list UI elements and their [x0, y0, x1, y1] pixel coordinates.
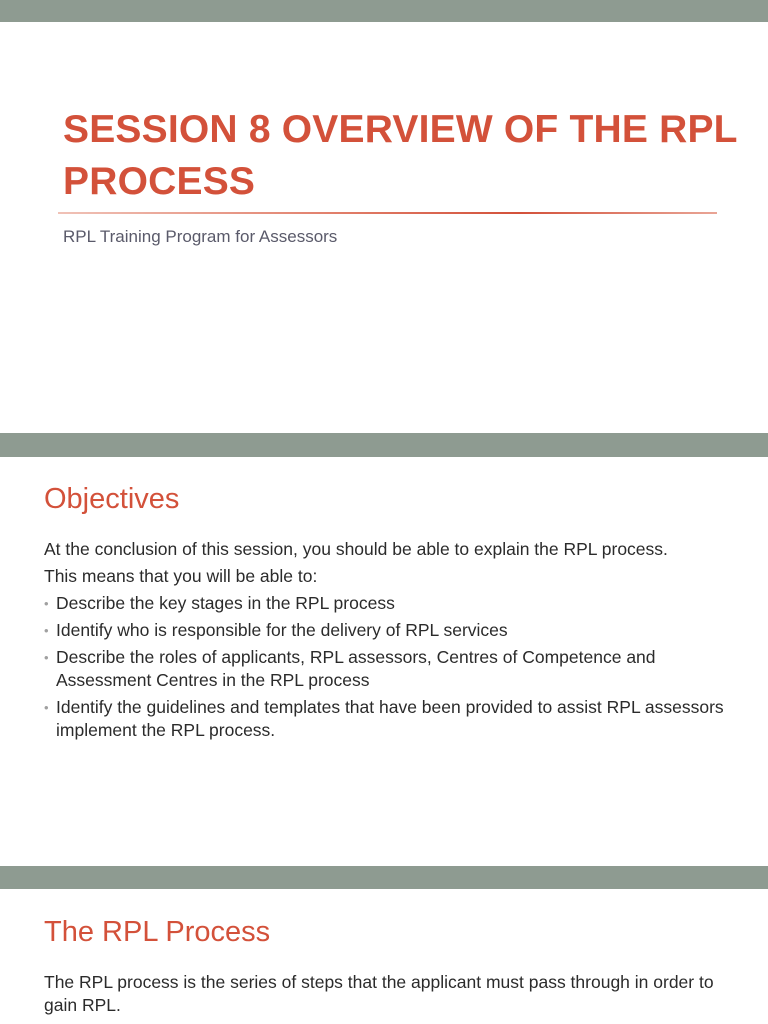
objectives-heading: Objectives	[44, 483, 180, 515]
separator-bar-2	[0, 866, 768, 889]
title-underline	[58, 212, 717, 214]
list-item	[44, 646, 734, 692]
slide-title: SESSION 8 OVERVIEW OF THE RPL PROCESS	[63, 108, 737, 203]
slide-subtitle: RPL Training Program for Assessors	[63, 227, 338, 246]
bullet-icon: •	[44, 623, 49, 638]
separator-bar-1	[0, 433, 768, 457]
top-separator-bar	[0, 0, 768, 22]
rpl-process-heading: The RPL Process	[44, 916, 271, 948]
objectives-intro: At the conclusion of this session, you should be able to explain the RPL process.	[44, 539, 668, 559]
rpl-process-body	[44, 971, 724, 1021]
bullet-icon: •	[44, 700, 49, 715]
objectives-body	[44, 538, 734, 746]
list-item-text: Describe the key stages in the RPL process	[56, 593, 395, 613]
bullet-icon: •	[44, 650, 49, 665]
rpl-process-text: The RPL process is the series of steps that the applicant must pass through in order to gain RPL.	[44, 972, 714, 1015]
objectives-list	[44, 592, 734, 742]
bullet-icon: •	[44, 596, 49, 611]
list-item	[44, 696, 734, 742]
objectives-lead: This means that you will be able to:	[44, 566, 318, 586]
list-item	[44, 619, 734, 642]
list-item-text: Identify who is responsible for the delivery of RPL services	[56, 620, 508, 640]
list-item-text: Identify the guidelines and templates that have been provided to assist RPL assessors implement the RPL process.	[56, 697, 724, 740]
list-item	[44, 592, 734, 615]
list-item-text: Describe the roles of applicants, RPL assessors, Centres of Competence and Assessment Centres in the RPL process	[56, 647, 656, 690]
